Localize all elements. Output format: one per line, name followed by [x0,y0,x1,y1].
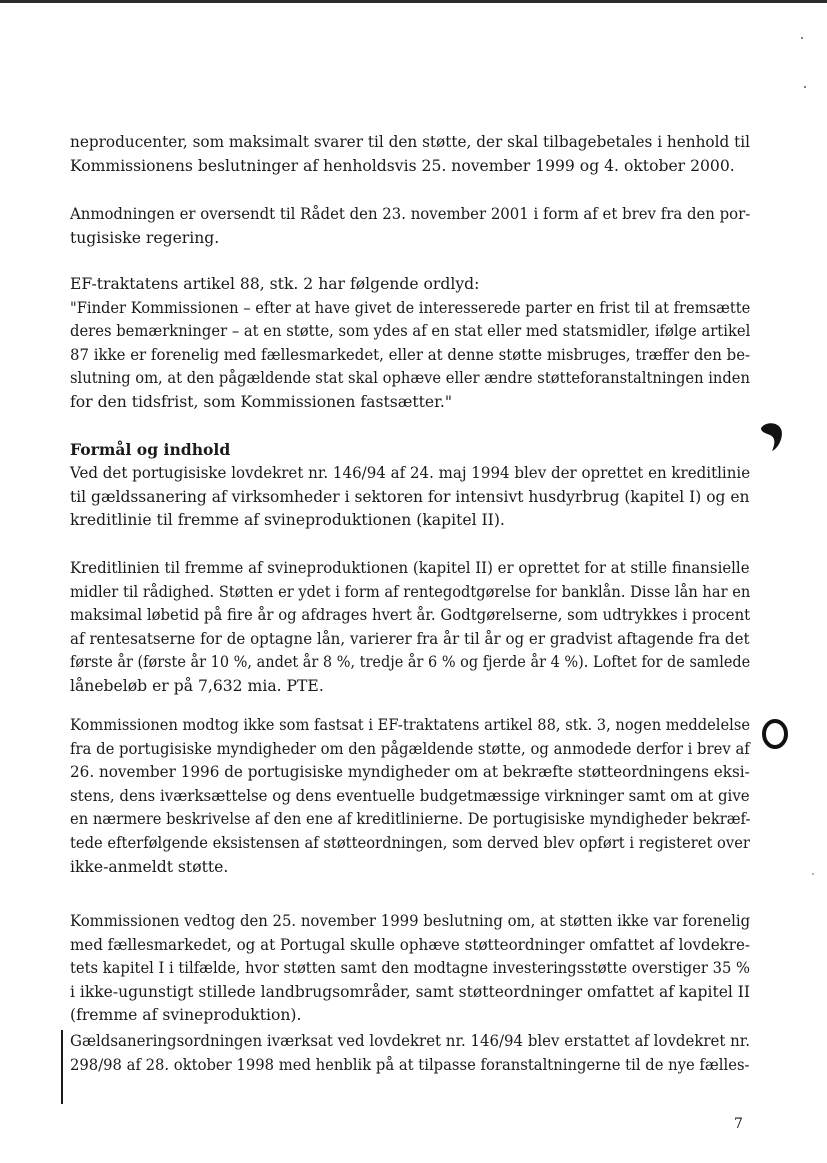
scan-speck [812,873,814,875]
text-line: Kommissionens beslutninger af henholdsvis 25. november 1999 og 4. oktober 2000. [70,156,735,175]
text-line: 26. november 1996 de portugisiske myndigheder om at bekræfte støtteordningens eksi- [70,763,750,782]
text-line: kreditlinie til fremme af svineproduktionen (kapitel II). [70,511,505,530]
text-line: første år (første år 10 %, andet år 8 %, tredje år 6 % og fjerde år 4 %). Loftet for de samlede [70,653,751,672]
text-line: Gældsaneringsordningen iværksat ved lovdekret nr. 146/94 blev erstattet af lovdekret nr. [70,1032,751,1050]
text-line: midler til rådighed. Støtten er ydet i form af rentegodtgørelse for banklån. Disse lån har en [70,582,751,601]
text-line: med fællesmarkedet, og at Portugal skulle ophæve støtteordninger omfattet af lovdekre- [70,935,750,954]
text-line: tets kapitel I i tilfælde, hvor støtten samt den modtagne investeringsstøtte overstiger 35 % [70,959,751,978]
page-number: 7 [734,1116,743,1132]
text-line: Kommissionen modtog ikke som fastsat i EF-traktatens artikel 88, stk. 3, nogen meddelelse [70,716,751,734]
text-line: fra de portugisiske myndigheder om den pågældende støtte, og anmodede derfor i brev af [70,739,750,758]
text-line: Kreditlinien til fremme af svineproduktionen (kapitel II) er oprettet for at stille finansielle [70,559,750,577]
section-heading [70,438,750,462]
text-line: slutning om, at den pågældende stat skal ophæve eller ændre støtteforanstaltningen inden [70,369,750,388]
text-line: lånebeløb er på 7,632 mia. PTE. [70,676,324,695]
paragraph-8 [70,1030,750,1077]
text-line: Kommissionen vedtog den 25. november 1999 beslutning om, at støtten ikke var forenelig [70,912,751,930]
text-line: tugisiske regering. [70,228,220,247]
text-line: tede efterfølgende eksistensen af støtteordningen, som derved blev opført i registeret over [70,833,750,852]
text-line: Anmodningen er oversendt til Rådet den 23. november 2001 i form af et brev fra den por- [70,205,751,223]
text-line: af rentesatserne for de optagne lån, varierer fra år til år og er gradvist aftagende fra det [70,629,750,648]
text-line: neproducenter, som maksimalt svarer til den støtte, der skal tilbagebetales i henhold til [70,133,751,151]
paragraph-7 [70,910,750,1028]
text-line: en nærmere beskrivelse af den ene af kreditlinierne. De portugisiske myndigheder bekræf- [70,810,751,829]
paragraph-6 [70,714,750,879]
text-line: i ikke-ugunstigt stillede landbrugsområder, samt støtteordninger omfattet af kapitel II [70,982,751,1001]
paragraph-2 [70,203,750,250]
section-heading-text: Formål og indhold [70,440,231,459]
text-line: EF-traktatens artikel 88, stk. 2 har følgende ordlyd: [70,275,480,293]
top-border-line [0,0,827,3]
punch-hole-icon [759,717,791,751]
text-line: maksimal løbetid på fire år og afdrages hvert år. Godtgørelserne, som udtrykkes i procent [70,606,751,625]
text-line: 87 ikke er forenelig med fællesmarkedet, eller at denne støtte misbruges, træffer den be- [70,345,751,364]
punch-hole-icon [755,420,785,452]
paragraph-4 [70,462,750,533]
text-line: Ved det portugisiske lovdekret nr. 146/94 af 24. maj 1994 blev der oprettet en kreditlinie [70,464,751,482]
scan-speck [801,37,803,39]
text-line: for den tidsfrist, som Kommissionen fastsætter." [70,392,453,411]
text-line: 298/98 af 28. oktober 1998 med henblik på at tilpasse foranstaltningerne til de nye fælles- [70,1055,750,1074]
text-line: til gældssanering af virksomheder i sektoren for intensivt husdyrbrug (kapitel I) og en [70,487,750,506]
paragraph-5 [70,557,750,699]
text-line: "Finder Kommissionen – efter at have givet de interesserede parter en frist til at fremsætte [70,298,751,317]
text-line: deres bemærkninger – at en støtte, som ydes af en stat eller med statsmidler, ifølge artikel [70,322,751,341]
text-line: stens, dens iværksættelse og dens eventuelle budgetmæssige virkninger samt om at give [70,786,750,805]
paragraph-1 [70,131,750,178]
revision-change-bar [61,1030,63,1104]
scan-speck [804,86,806,88]
text-line: ikke-anmeldt støtte. [70,857,229,876]
paragraph-3-quote [70,273,750,415]
text-line: (fremme af svineproduktion). [70,1006,302,1025]
